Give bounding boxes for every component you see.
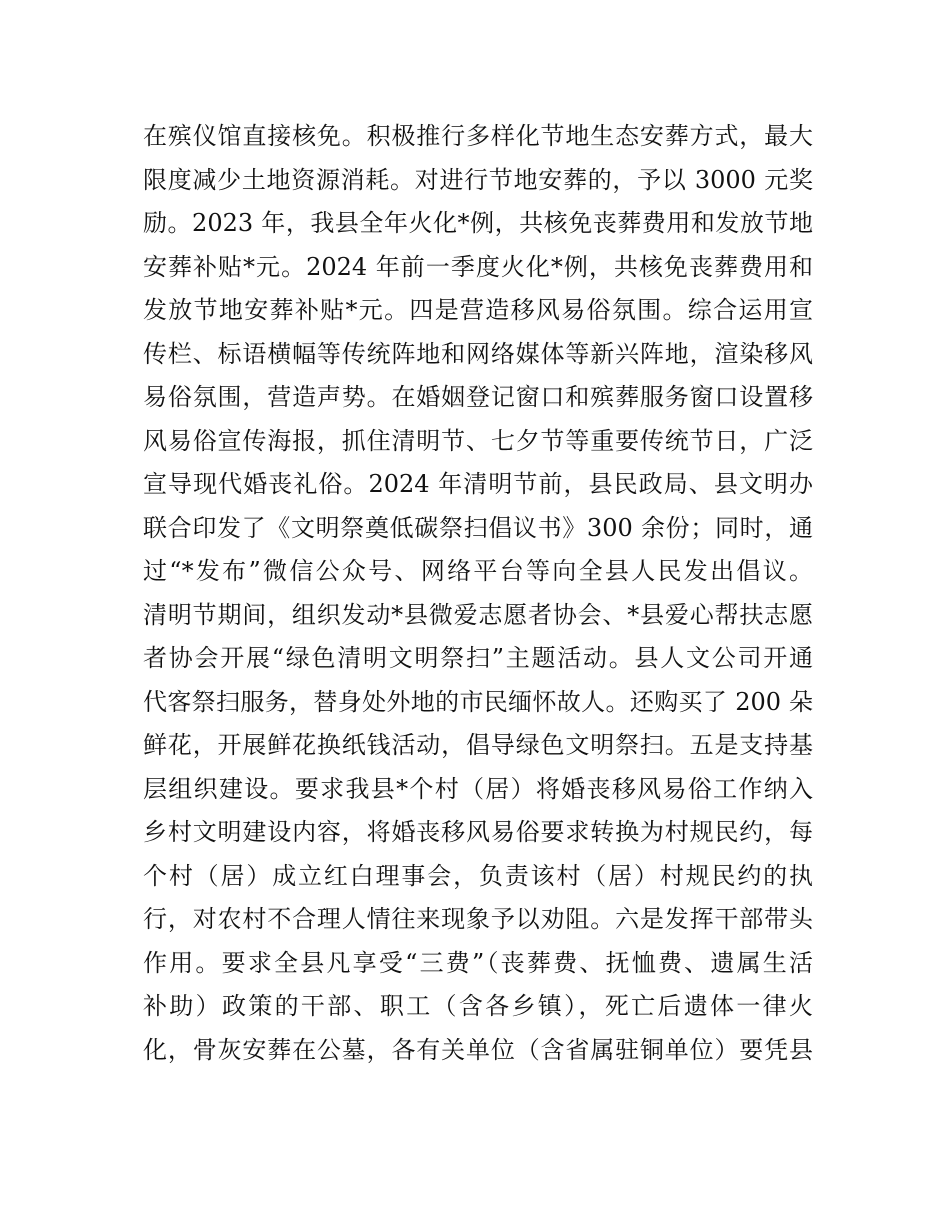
text-line: 个村（居）成立红白理事会，负责该村（居）村规民约的执	[143, 861, 813, 890]
body-paragraph	[143, 115, 813, 1072]
text-line: 宣导现代婚丧礼俗。2024 年清明节前，县民政局、县文明办	[143, 470, 813, 498]
text-line: 励。2023 年，我县全年火化*例，共核免丧葬费用和发放节地	[143, 209, 813, 237]
text-line: 层组织建设。要求我县*个村（居）将婚丧移风易俗工作纳入	[143, 774, 813, 803]
text-line: 补助）政策的干部、职工（含各乡镇），死亡后遗体一律火	[143, 992, 813, 1020]
text-line: 联合印发了《文明祭奠低碳祭扫倡议书》300 余份；同时，通	[143, 513, 813, 542]
text-line: 行，对农村不合理人情往来现象予以劝阻。六是发挥干部带头	[143, 905, 813, 933]
text-line: 者协会开展“绿色清明文明祭扫”主题活动。县人文公司开通	[143, 644, 813, 672]
text-line: 鲜花，开展鲜花换纸钱活动，倡导绿色文明祭扫。五是支持基	[143, 731, 813, 759]
text-line: 化，骨灰安葬在公墓，各有关单位（含省属驻铜单位）要凭县	[143, 1035, 813, 1064]
text-line: 限度减少土地资源消耗。对进行节地安葬的，予以 3000 元奖	[143, 165, 813, 194]
text-line: 传栏、标语横幅等传统阵地和网络媒体等新兴阵地，渲染移风	[143, 339, 813, 368]
text-line: 在殡仪馆直接核免。积极推行多样化节地生态安葬方式，最大	[143, 122, 813, 150]
text-line: 安葬补贴*元。2024 年前一季度火化*例，共核免丧葬费用和	[143, 252, 813, 281]
text-line: 发放节地安葬补贴*元。四是营造移风易俗氛围。综合运用宣	[143, 296, 813, 324]
text-line: 代客祭扫服务，替身处外地的市民缅怀故人。还购买了 200 朵	[143, 687, 813, 716]
text-line: 风易俗宣传海报，抓住清明节、七夕节等重要传统节日，广泛	[143, 426, 813, 455]
text-line: 乡村文明建设内容，将婚丧移风易俗要求转换为村规民约，每	[143, 818, 813, 846]
text-line: 清明节期间，组织发动*县微爱志愿者协会、*县爱心帮扶志愿	[143, 600, 813, 629]
text-line: 过“*发布”微信公众号、网络平台等向全县人民发出倡议。	[143, 557, 813, 585]
text-line: 作用。要求全县凡享受“三费”（丧葬费、抚恤费、遗属生活	[143, 948, 813, 977]
text-line: 易俗氛围，营造声势。在婚姻登记窗口和殡葬服务窗口设置移	[143, 383, 813, 411]
